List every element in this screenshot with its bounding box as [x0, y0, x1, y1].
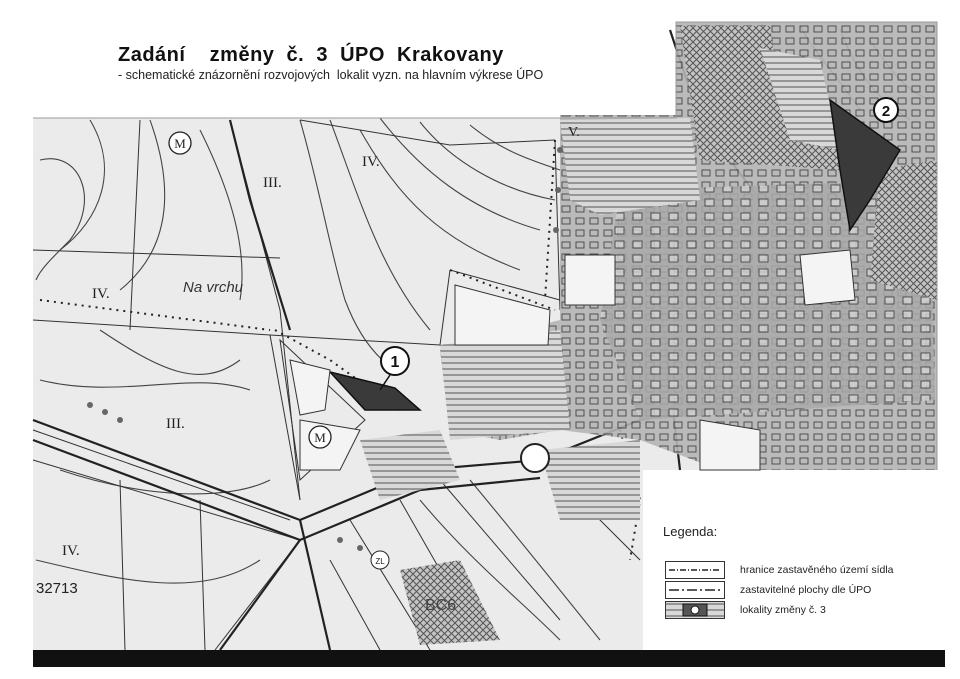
document-subtitle: - schematické znázornění rozvojových lokalit vyzn. na hlavním výkrese ÚPO	[118, 68, 544, 82]
legend-symbol-localities	[665, 601, 725, 619]
legend-item-buildable	[665, 581, 935, 599]
locality-1-number: 1	[390, 354, 400, 371]
legend-panel	[643, 474, 943, 650]
roundabout	[521, 444, 549, 472]
label-iv-southwest: IV.	[62, 543, 80, 559]
hatched-area-south	[440, 330, 570, 440]
label-bc6: BC6	[425, 597, 457, 614]
m-label-1: M	[174, 136, 186, 151]
legend-symbol-boundary	[665, 561, 725, 579]
legend-item-boundary	[665, 561, 935, 579]
legend-label-localities: lokality změny č. 3	[740, 604, 826, 616]
document-title: Zadání změny č. 3 ÚPO Krakovany	[118, 44, 504, 66]
m-label-2: M	[314, 430, 326, 445]
legend-symbol-buildable	[665, 581, 725, 599]
legend-item-localities	[665, 601, 935, 619]
locality-2-number: 2	[881, 103, 891, 120]
label-na-vrchu: Na vrchu	[183, 279, 244, 296]
label-v: V.	[568, 125, 580, 140]
label-parcel: 32713	[36, 580, 78, 597]
legend-label-buildable: zastavitelné plochy dle ÚPO	[740, 584, 872, 596]
label-iii-west: III.	[166, 416, 185, 432]
legend-label-boundary: hranice zastavěného území sídla	[740, 564, 894, 576]
label-iii-north: III.	[263, 175, 282, 191]
label-iv-west: IV.	[92, 286, 110, 302]
bottom-scan-bar	[33, 650, 945, 667]
legend-title: Legenda:	[663, 524, 718, 539]
label-iv-north: IV.	[362, 154, 380, 170]
hatched-area-north	[560, 118, 700, 215]
label-zl: ZL	[375, 557, 385, 566]
